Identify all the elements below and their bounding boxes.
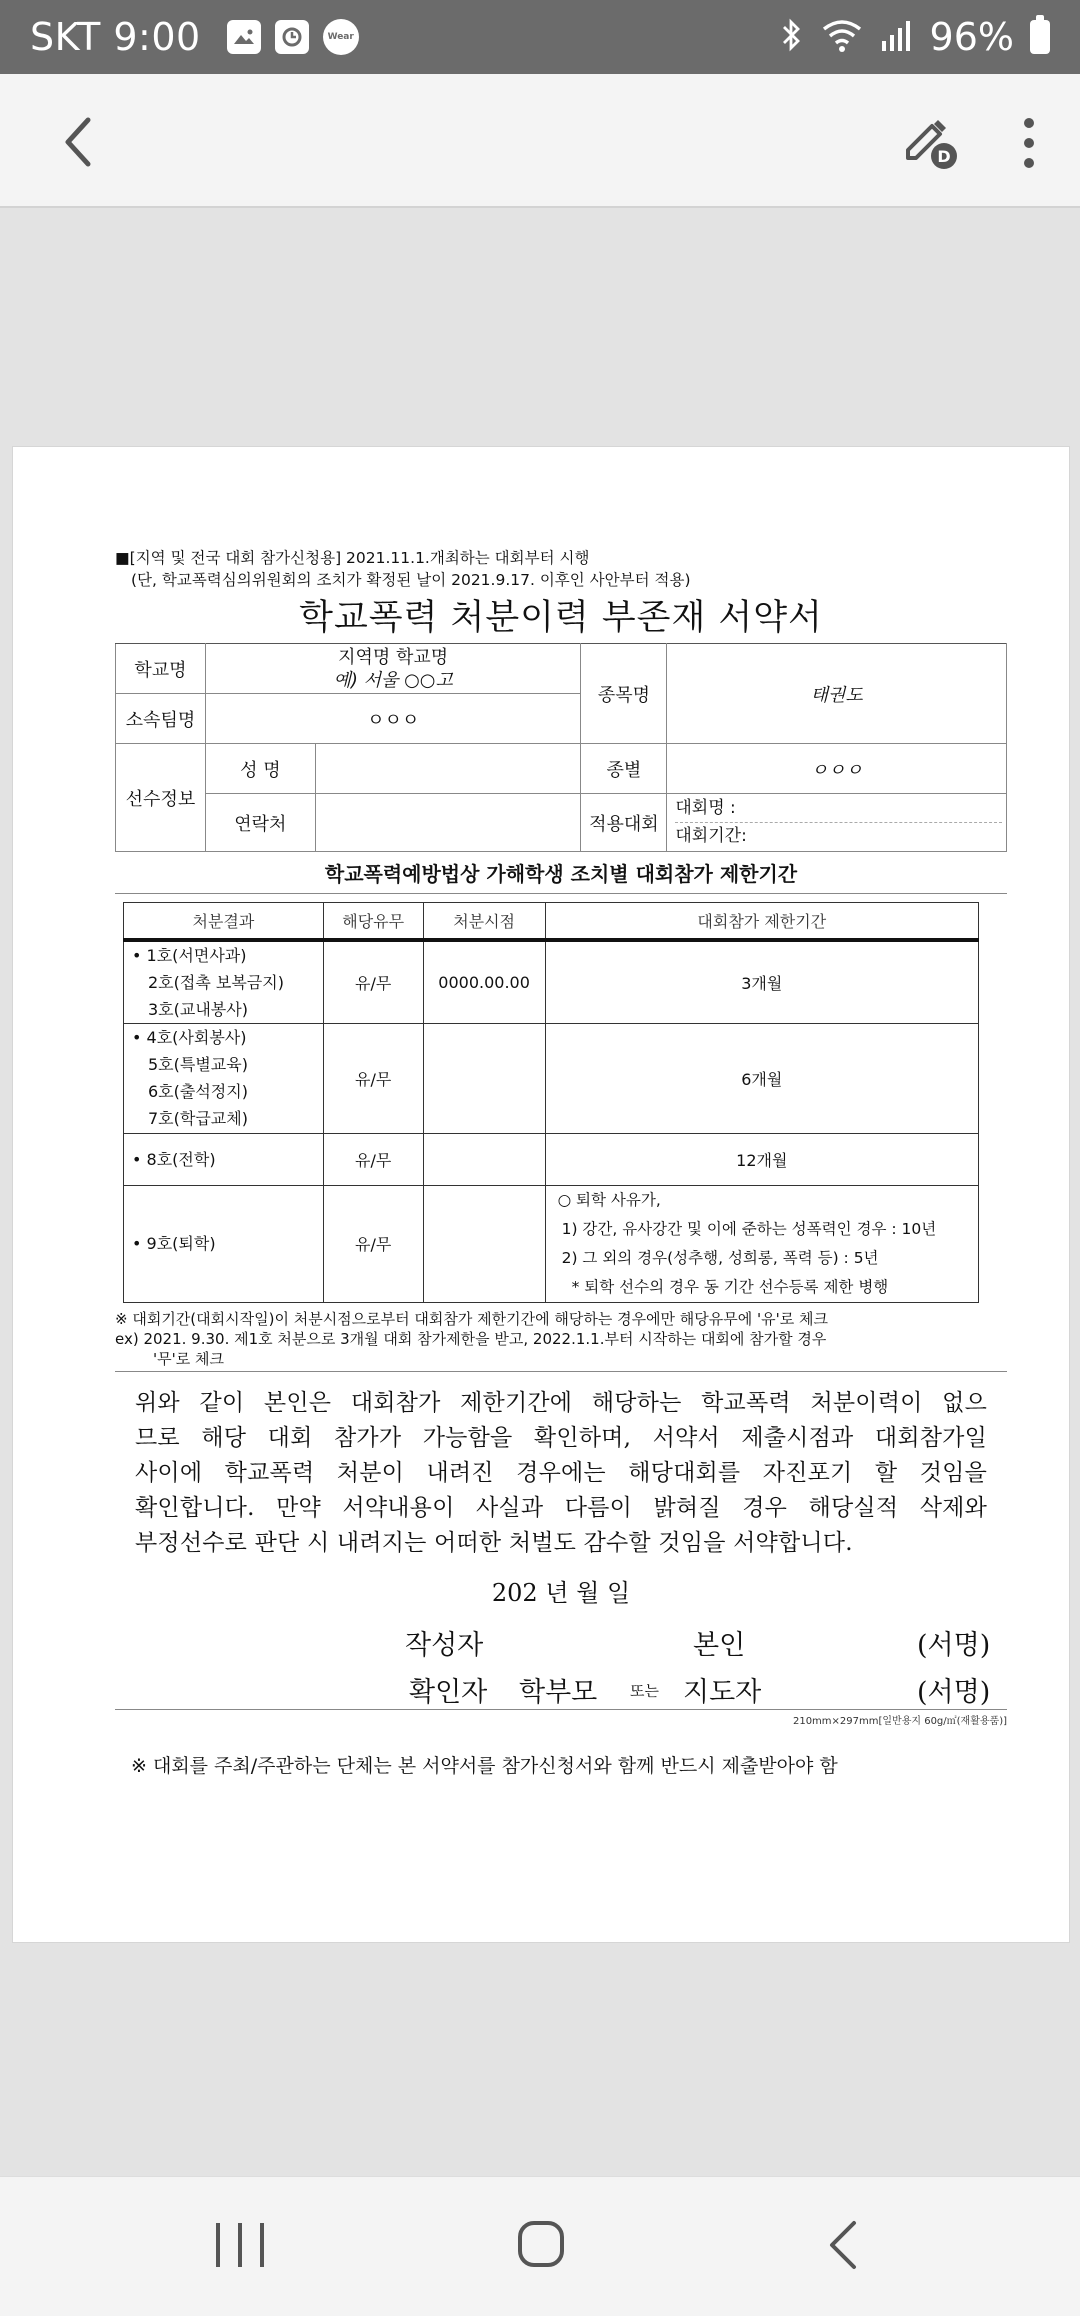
penalty-table: [123, 902, 979, 1303]
competition-period-label: 대회기간:: [675, 826, 747, 846]
notes: [115, 1309, 1007, 1372]
pledge-text: [115, 1372, 1007, 1561]
wifi-icon: [820, 17, 864, 57]
notice-line-1: ■[지역 및 전국 대회 참가신청용] 2021.11.1.개최하는 대회부터 시행: [115, 549, 590, 567]
more-dot: [1024, 158, 1034, 168]
date-cell[interactable]: 0000.00.00: [423, 940, 545, 1024]
confirmer-row: [115, 1662, 1007, 1709]
document-title: 학교폭력 처분이력 부존재 서약서: [299, 598, 823, 638]
penalty-table-header: [124, 903, 979, 940]
applicable-cell[interactable]: 유/무: [323, 1023, 423, 1133]
table-row: [124, 1185, 979, 1302]
gallery-icon: [227, 20, 261, 54]
name-field[interactable]: [315, 744, 581, 794]
paper-spec: 210mm×297mm[일반용지 60g/㎡(재활용품)]: [115, 1709, 1007, 1731]
applicable-cell[interactable]: 유/무: [323, 1185, 423, 1302]
pledge-line: 사이에 학교폭력 처분이 내려진 경우에는 해당대회를 자진포기 할 것임을: [135, 1459, 987, 1486]
confirmer-signature[interactable]: (서명): [917, 1676, 991, 1708]
writer-signature[interactable]: (서명): [917, 1629, 991, 1661]
app-toolbar: [0, 74, 1080, 208]
contact-label: 연락처: [205, 794, 315, 852]
limit-line: * 퇴학 선수의 경우 동 기간 선수등록 제한 병행: [571, 1277, 889, 1296]
contact-field[interactable]: [315, 794, 581, 852]
limit-line: 2) 그 외의 경우(성추행, 성희롱, 폭력 등) : 5년: [561, 1248, 879, 1267]
team-label: 소속팀명: [116, 694, 206, 744]
competition-label: 적용대회: [581, 794, 667, 852]
date-cell[interactable]: [423, 1185, 545, 1302]
sport-value: 태권도: [667, 644, 1007, 744]
limit-cell: 12개월: [545, 1133, 978, 1185]
home-button[interactable]: [518, 2221, 564, 2267]
school-label: 학교명: [116, 644, 206, 694]
school-value-line1: 지역명 학교명: [338, 646, 449, 668]
header-result: 처분결과: [124, 903, 324, 940]
clock-app-icon: [275, 20, 309, 54]
edit-sign-button[interactable]: [900, 112, 962, 174]
competition-info: [667, 794, 1007, 852]
date-line: 202 년 월 일: [491, 1578, 631, 1607]
recent-apps-icon: [216, 2223, 220, 2267]
pledge-line: 확인합니다. 만약 서약내용이 사실과 다름이 밝혀질 경우 해당실적 삭제와: [135, 1494, 987, 1521]
table-row: [124, 940, 979, 1024]
expulsion-limit-cell: [545, 1185, 978, 1302]
table-row: [124, 1023, 979, 1133]
note-2: ex) 2021. 9.30. 제1호 처분으로 3개월 대회 참가제한을 받고, 2022.1.1.부터 시작하는 대회에 참가할 경우: [115, 1329, 827, 1348]
applicable-cell[interactable]: 유/무: [323, 1133, 423, 1185]
writer-row: [115, 1615, 1007, 1662]
nav-back-icon: [820, 2219, 868, 2271]
team-value: ㅇㅇㅇ: [205, 694, 581, 744]
note-1: ※ 대회기간(대회시작일)이 처분시점으로부터 대회참가 제한기간에 해당하는 경우에만 해당유무에 '유'로 체크: [115, 1309, 828, 1328]
name-label: 성 명: [205, 744, 315, 794]
result-line: 2호(접촉 보복금지): [148, 972, 284, 992]
footer-note: ※ 대회를 주최/주관하는 단체는 본 서약서를 참가신청서와 함께 반드시 제출받아야 함: [131, 1754, 838, 1777]
player-info-label: 선수정보: [116, 744, 206, 852]
result-line: 3호(교내봉사): [148, 999, 248, 1019]
result-line: 6호(출석정지): [148, 1082, 248, 1101]
header-limit: 대회참가 제한기간: [545, 903, 978, 940]
back-button[interactable]: [50, 114, 106, 170]
school-value-line2: 예) 서울 ○○고: [333, 669, 453, 691]
restriction-section-title: 학교폭력예방법상 가해학생 조치별 대회참가 제한기간: [115, 852, 1007, 894]
status-bar: [0, 0, 1080, 74]
limit-cell: 3개월: [545, 940, 978, 1024]
sport-label: 종목명: [581, 644, 667, 744]
more-options-button[interactable]: [1006, 112, 1052, 174]
wear-label: Wear: [327, 32, 354, 42]
confirmer-label: 확인자: [409, 1676, 488, 1708]
event-value: ㅇㅇㅇ: [667, 744, 1007, 794]
limit-line: ○ 퇴학 사유가,: [557, 1190, 661, 1209]
or-label: 또는: [630, 1681, 659, 1700]
result-cell: • 8호(전학): [124, 1133, 324, 1185]
document-page: [12, 446, 1070, 1943]
pledge-document: [115, 547, 1007, 1778]
limit-line: 1) 강간, 유사강간 및 이에 준하는 성폭력인 경우 : 10년: [561, 1219, 937, 1238]
edit-sign-icon: [900, 112, 962, 174]
recent-bar: [260, 2223, 264, 2267]
pledge-line: 부정선수로 판단 시 내려지는 어떠한 처벌도 감수할 것임을 서약합니다.: [135, 1529, 853, 1556]
writer-label: 작성자: [405, 1629, 484, 1661]
svg-text:D: D: [937, 147, 951, 166]
result-line: 1호(서면사과): [146, 945, 247, 965]
bluetooth-icon: [780, 17, 804, 57]
header-date: 처분시점: [423, 903, 545, 940]
system-nav-bar: [0, 2176, 1080, 2316]
result-cell: • 1호(서면사과) 2호(접촉 보복금지) 3호(교내봉사): [124, 940, 324, 1024]
note-3: '무'로 체크: [153, 1349, 224, 1368]
pledge-line: 므로 해당 대회 참가가 가능함을 확인하며, 서약서 제출시점과 대회참가일: [135, 1424, 987, 1451]
limit-cell: 6개월: [545, 1023, 978, 1133]
parent-label: 학부모: [519, 1676, 598, 1708]
applicant-form: [115, 643, 1007, 852]
result-cell: • 9호(퇴학): [124, 1185, 324, 1302]
nav-back-button[interactable]: [820, 2219, 868, 2271]
wear-icon: [323, 19, 359, 55]
chevron-left-icon: [58, 114, 98, 170]
school-value: [205, 644, 581, 694]
notice-line-2: (단, 학교폭력심의위원회의 조치가 확정된 날이 2021.9.17. 이후인 사안부터 적용): [131, 571, 691, 589]
result-line: 5호(특별교육): [148, 1055, 248, 1074]
event-label: 종별: [581, 744, 667, 794]
result-line: 4호(사회봉사): [146, 1028, 247, 1047]
result-cell: • 4호(사회봉사) 5호(특별교육) 6호(출석정지) 7호(학급교체): [124, 1023, 324, 1133]
competition-name-label: 대회명 :: [675, 795, 1002, 823]
date-cell[interactable]: [423, 1023, 545, 1133]
status-time: SKT 9:00: [30, 15, 201, 59]
table-row: [124, 1133, 979, 1185]
battery-percent: 96%: [929, 15, 1014, 59]
header-applicable: 해당유무: [323, 903, 423, 940]
coach-label: 지도자: [683, 1676, 762, 1708]
applicable-cell[interactable]: 유/무: [323, 940, 423, 1024]
more-dot: [1024, 138, 1034, 148]
result-line: 7호(학급교체): [148, 1109, 248, 1128]
more-vert-icon: [1024, 118, 1034, 128]
writer-value: 본인: [693, 1629, 746, 1661]
result-line: 9호(퇴학): [146, 1234, 216, 1253]
date-cell[interactable]: [423, 1133, 545, 1185]
pledge-line: 위와 같이 본인은 대회참가 제한기간에 해당하는 학교폭력 처분이력이 없으: [135, 1389, 987, 1416]
result-line: 8호(전학): [146, 1149, 216, 1169]
recent-apps-button[interactable]: [216, 2223, 264, 2267]
battery-icon: [1030, 20, 1050, 54]
recent-bar: [238, 2223, 242, 2267]
signal-icon: [880, 17, 914, 57]
